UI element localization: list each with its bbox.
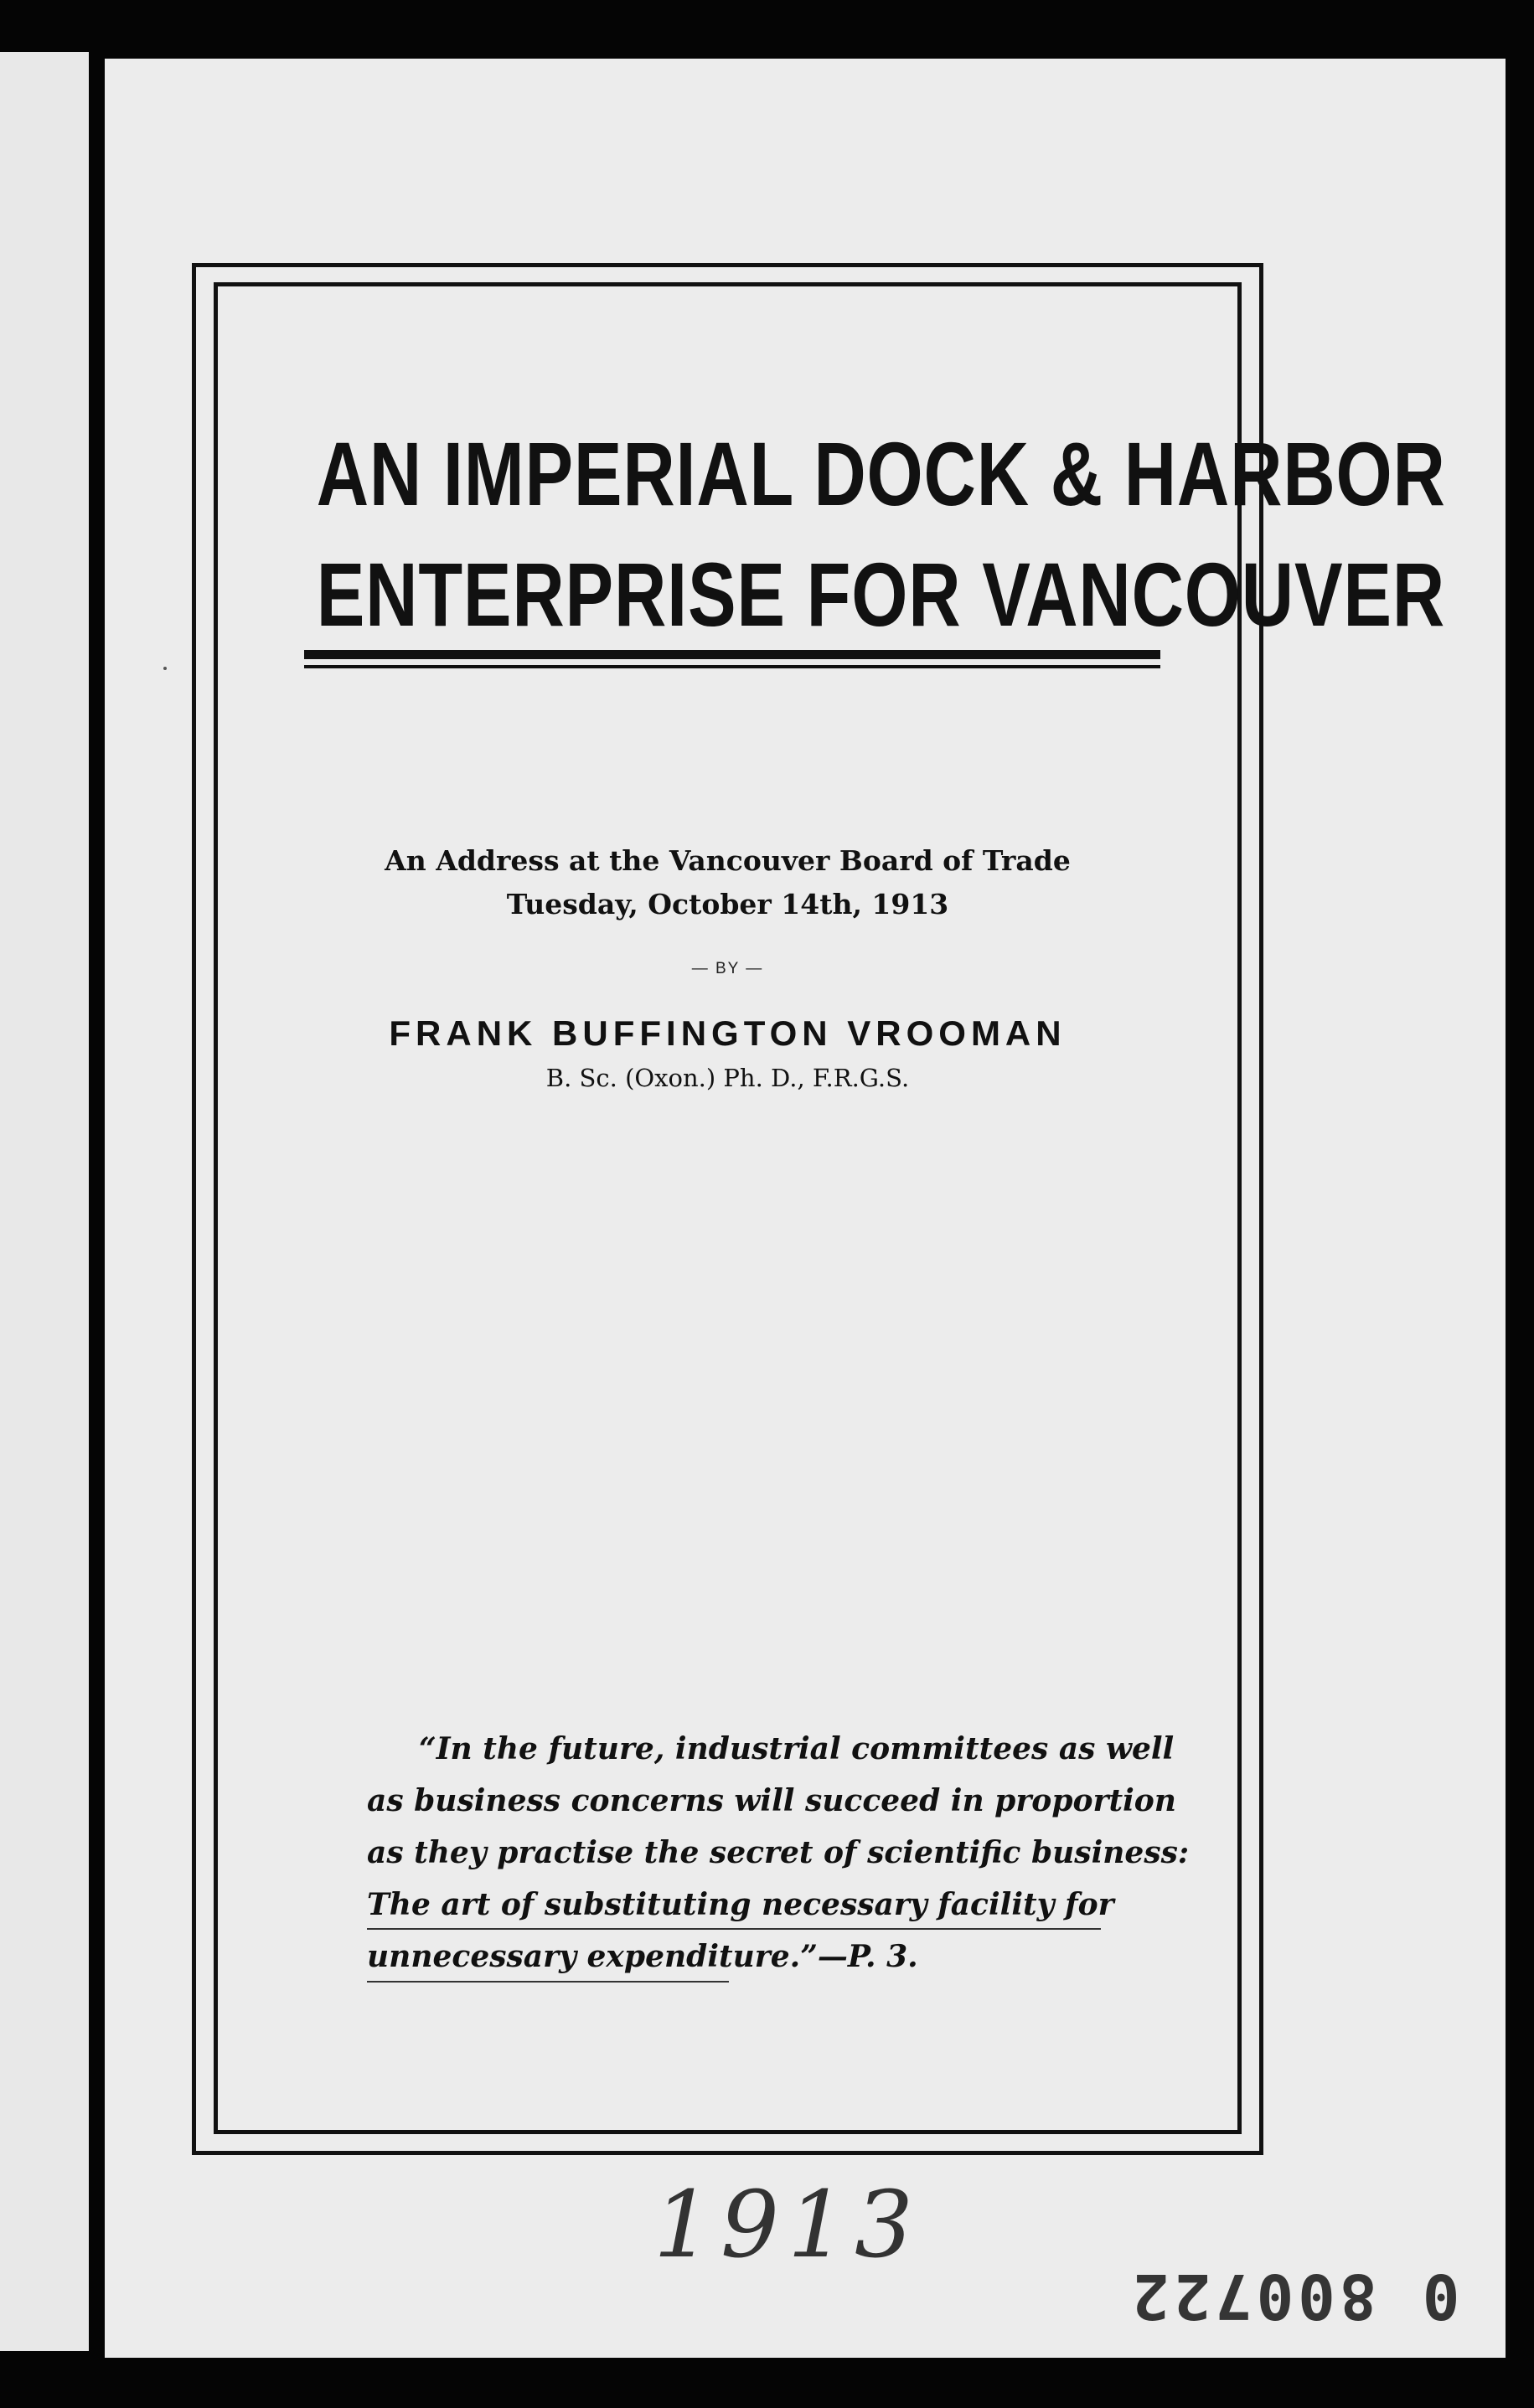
quote-line-2: as business concerns will succeed in proportion <box>367 1783 1176 1818</box>
by-label: — BY — <box>691 960 764 977</box>
title-line-2: ENTERPRISE FOR VANCOUVER <box>316 544 1446 645</box>
author-degrees: B. Sc. (Oxon.) Ph. D., F.R.G.S. <box>545 1064 910 1092</box>
quote-line-1: “In the future, industrial committees as well <box>419 1731 1175 1766</box>
quote-underline-1 <box>367 1928 1101 1930</box>
accession-stamp: 0 800722 <box>1128 2260 1460 2332</box>
quote-underline-2 <box>367 1981 729 1983</box>
quote-line-4: The art of substituting necessary facility for <box>367 1887 1114 1922</box>
paper-speck <box>163 667 167 670</box>
title-line-1: AN IMPERIAL DOCK & HARBOR <box>316 423 1446 524</box>
title-rule-thin <box>304 665 1160 668</box>
quote-line-3: as they practise the secret of scientific business: <box>367 1835 1190 1870</box>
address-line-1: An Address at the Vancouver Board of Trade <box>385 844 1071 877</box>
title-rule-thick <box>304 650 1160 659</box>
quote-line-5: unnecessary expenditure.”—P. 3. <box>367 1939 918 1974</box>
address-date-line: Tuesday, October 14th, 1913 <box>506 888 949 920</box>
facing-page-edge <box>0 52 89 2351</box>
author-name: FRANK BUFFINGTON VROOMAN <box>389 1013 1067 1053</box>
handwritten-year: 1913 <box>653 2171 922 2278</box>
